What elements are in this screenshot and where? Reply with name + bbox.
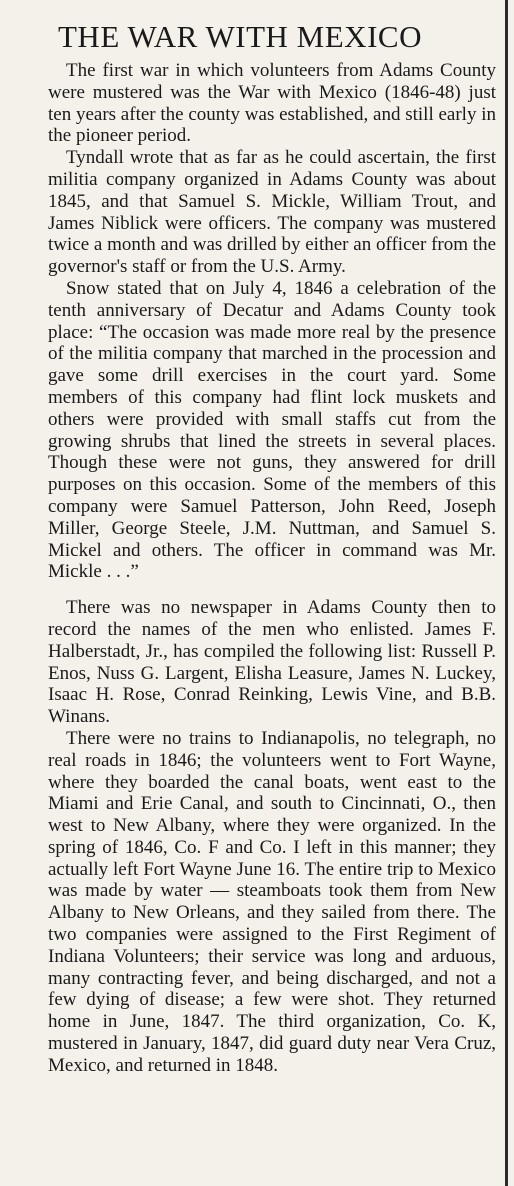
article-paragraph-1: The first war in which volunteers from Adams County were mustered was the War with Mexico (1846-48) just ten years after the county was established, and still early in the pioneer period. (48, 60, 496, 147)
article-title: THE WAR WITH MEXICO (58, 19, 422, 54)
article-body (48, 60, 496, 1077)
article-paragraph-4: There was no newspaper in Adams County then to record the names of the men who enlisted. James F. Halberstadt, Jr., has compiled the following list: Russell P. Enos, Nuss G. Largent, Elisha Leasure, James N. Luckey, Isaac H. Rose, Conrad Reinking, Lewis Vine, and B.B. Winans. (48, 597, 496, 728)
article-paragraph-3: Snow stated that on July 4, 1846 a celebration of the tenth anniversary of Decatur and Adams County took place: “The occasion was made more real by the presence of the militia company that marched in the procession and gave some drill exercises in the court yard. Some members of this company had flint lock muskets and others were provided with small staffs cut from the growing shrubs that lined the streets in several places. Though these were not guns, they answered for drill purposes on this occasion. Some of the members of this company were Samuel Patterson, John Reed, Joseph Miller, George Steele, J.M. Nuttman, and Samuel S. Mickel and others. The officer in command was Mr. Mickle . . .” (48, 277, 496, 583)
article-paragraph-5: There were no trains to Indianapolis, no telegraph, no real roads in 1846; the volunteers went to Fort Wayne, where they boarded the canal boats, went east to the Miami and Erie Canal, and south to Cincinnati, O., then west to New Albany, where they were organized. In the spring of 1846, Co. F and Co. I left in this manner; they actually left Fort Wayne June 16. The entire trip to Mexico was made by water — steamboats took them from New Albany to New Orleans, and they sailed from there. The two companies were assigned to the First Regiment of Indiana Volunteers; their service was long and arduous, many contracting fever, and being discharged, and not a few dying of disease; a few were shot. They returned home in June, 1847. The third organization, Co. K, mustered in January, 1847, did guard duty near Vera Cruz, Mexico, and returned in 1848. (48, 727, 496, 1076)
article-paragraph-2: Tyndall wrote that as far as he could ascertain, the first militia company organized in Adams County was about 1845, and that Samuel S. Mickle, William Trout, and James Niblick were officers. The company was mustered twice a month and was drilled by either an officer from the governor's staff or from the U.S. Army. (48, 147, 496, 278)
column-rule (505, 0, 508, 1186)
